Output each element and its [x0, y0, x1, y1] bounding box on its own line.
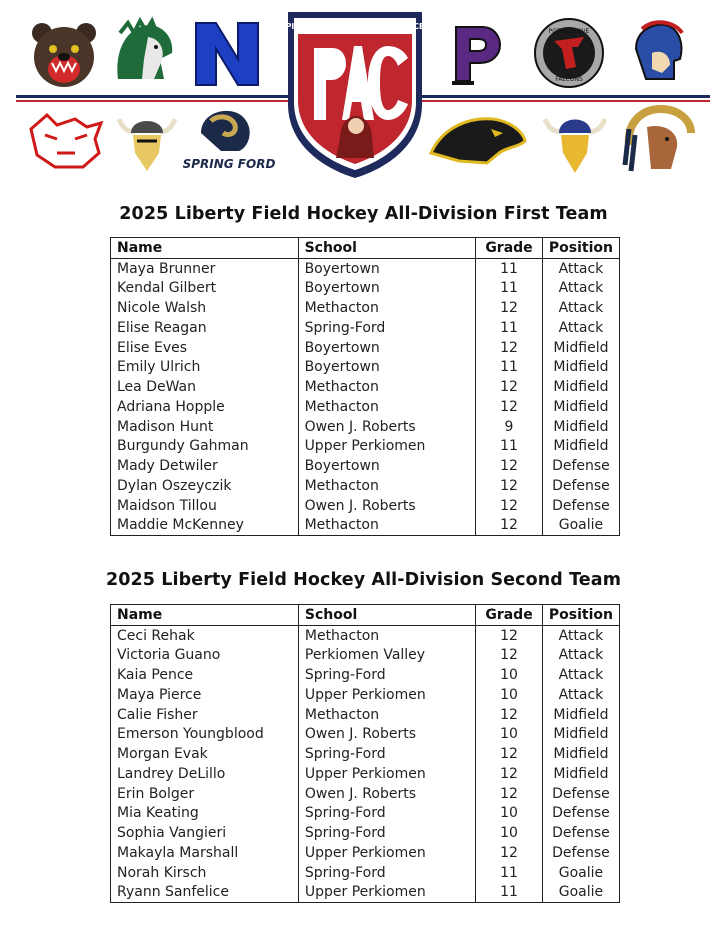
- grade-cell: 10: [476, 804, 543, 824]
- table-row: [111, 764, 620, 784]
- player-name-cell: Emerson Youngblood: [111, 725, 299, 745]
- grade-cell: 12: [476, 646, 543, 666]
- player-name-cell: Kaia Pence: [111, 665, 299, 685]
- position-cell: Midfield: [542, 437, 619, 457]
- conference-banner: [0, 0, 727, 188]
- table-row: [111, 279, 620, 299]
- player-name-cell: Burgundy Gahman: [111, 437, 299, 457]
- table-row: [111, 397, 620, 417]
- player-name-cell: Norah Kirsch: [111, 863, 299, 883]
- school-cell: Methacton: [298, 625, 475, 645]
- player-name-cell: Makayla Marshall: [111, 843, 299, 863]
- position-cell: Defense: [542, 476, 619, 496]
- grade-cell: 12: [476, 476, 543, 496]
- table-row: [111, 338, 620, 358]
- header-name: Name: [111, 238, 299, 259]
- table-row: [111, 685, 620, 705]
- school-cell: Methacton: [298, 516, 476, 536]
- table-row: [111, 456, 620, 476]
- player-name-cell: Lea DeWan: [111, 377, 299, 397]
- player-name-cell: Sophia Vangieri: [111, 823, 299, 843]
- player-name-cell: Mia Keating: [111, 804, 299, 824]
- spring-ford-ram-logo: [182, 102, 276, 178]
- player-name-cell: Kendal Gilbert: [111, 279, 299, 299]
- header-grade: Grade: [476, 238, 543, 259]
- position-cell: Midfield: [542, 377, 619, 397]
- spring-ford-text: SPRING FORD: [182, 157, 276, 171]
- table-row: [111, 516, 620, 536]
- school-cell: Upper Perkiomen: [298, 437, 476, 457]
- school-cell: Owen J. Roberts: [298, 725, 475, 745]
- grade-cell: 12: [476, 705, 543, 725]
- table-row: [111, 258, 620, 278]
- player-name-cell: Erin Bolger: [111, 784, 299, 804]
- second-team-title: 2025 Liberty Field Hockey All-Division Second Team: [105, 570, 622, 590]
- school-cell: Upper Perkiomen: [298, 764, 475, 784]
- position-cell: Goalie: [542, 863, 619, 883]
- header-school: School: [298, 605, 475, 626]
- school-cell: Methacton: [298, 397, 476, 417]
- first-team-table: [110, 237, 620, 536]
- table-header-row: [111, 238, 620, 259]
- position-cell: Attack: [542, 298, 619, 318]
- grade-cell: 12: [476, 744, 543, 764]
- player-name-cell: Dylan Oszeyczik: [111, 476, 299, 496]
- header-school: School: [298, 238, 476, 259]
- school-cell: Methacton: [298, 298, 476, 318]
- grade-cell: 12: [476, 784, 543, 804]
- grade-cell: 10: [476, 665, 543, 685]
- position-cell: Midfield: [542, 725, 619, 745]
- school-cell: Boyertown: [298, 279, 476, 299]
- table-row: [111, 625, 620, 645]
- school-cell: Methacton: [298, 476, 476, 496]
- school-cell: Methacton: [298, 377, 476, 397]
- grade-cell: 11: [476, 279, 543, 299]
- bear-logo: [26, 18, 102, 90]
- player-name-cell: Elise Reagan: [111, 318, 299, 338]
- position-cell: Defense: [542, 496, 619, 516]
- second-team-rows: [111, 625, 620, 903]
- conference-name-text: PIONEER ATHLETIC CONFERENCE: [285, 22, 425, 31]
- school-cell: Spring-Ford: [298, 863, 475, 883]
- position-cell: Midfield: [542, 358, 619, 378]
- viking-logo: [114, 104, 180, 176]
- school-cell: Spring-Ford: [298, 665, 475, 685]
- position-cell: Attack: [542, 665, 619, 685]
- table-row: [111, 417, 620, 437]
- falcons-logo: [530, 16, 608, 90]
- school-cell: Boyertown: [298, 258, 476, 278]
- grade-cell: 9: [476, 417, 543, 437]
- grade-cell: 12: [476, 338, 543, 358]
- first-team-rows: [111, 258, 620, 536]
- player-name-cell: Nicole Walsh: [111, 298, 299, 318]
- grade-cell: 12: [476, 397, 543, 417]
- grade-cell: 12: [476, 764, 543, 784]
- grade-cell: 11: [476, 437, 543, 457]
- position-cell: Defense: [542, 843, 619, 863]
- table-row: [111, 784, 620, 804]
- school-cell: Boyertown: [298, 338, 476, 358]
- pottsgrove-text: POTTSGROVE: [548, 28, 590, 35]
- player-name-cell: Ceci Rehak: [111, 625, 299, 645]
- grade-cell: 12: [476, 377, 543, 397]
- table-row: [111, 377, 620, 397]
- position-cell: Attack: [542, 258, 619, 278]
- position-cell: Goalie: [542, 883, 619, 903]
- school-cell: Owen J. Roberts: [298, 417, 476, 437]
- grade-cell: 10: [476, 823, 543, 843]
- position-cell: Midfield: [542, 764, 619, 784]
- player-name-cell: Maya Brunner: [111, 258, 299, 278]
- school-cell: Spring-Ford: [298, 804, 475, 824]
- table-row: [111, 318, 620, 338]
- position-cell: Midfield: [542, 338, 619, 358]
- position-cell: Attack: [542, 625, 619, 645]
- school-cell: Perkiomen Valley: [298, 646, 475, 666]
- school-cell: Spring-Ford: [298, 318, 476, 338]
- position-cell: Midfield: [542, 744, 619, 764]
- player-name-cell: Maya Pierce: [111, 685, 299, 705]
- player-name-cell: Ryann Sanfelice: [111, 883, 299, 903]
- table-row: [111, 725, 620, 745]
- grade-cell: 12: [476, 625, 543, 645]
- grade-cell: 11: [476, 863, 543, 883]
- table-row: [111, 823, 620, 843]
- position-cell: Defense: [542, 456, 619, 476]
- table-row: [111, 863, 620, 883]
- table-row: [111, 665, 620, 685]
- grade-cell: 11: [476, 358, 543, 378]
- table-row: [111, 298, 620, 318]
- header-position: Position: [542, 605, 619, 626]
- school-cell: Spring-Ford: [298, 744, 475, 764]
- player-name-cell: Elise Eves: [111, 338, 299, 358]
- table-row: [111, 437, 620, 457]
- table-row: [111, 883, 620, 903]
- player-name-cell: Emily Ulrich: [111, 358, 299, 378]
- trojan-helmet-logo: [620, 18, 692, 90]
- school-cell: Boyertown: [298, 456, 476, 476]
- school-cell: Boyertown: [298, 358, 476, 378]
- position-cell: Attack: [542, 685, 619, 705]
- table-row: [111, 358, 620, 378]
- position-cell: Goalie: [542, 516, 619, 536]
- header-grade: Grade: [476, 605, 543, 626]
- table-row: [111, 705, 620, 725]
- table-row: [111, 496, 620, 516]
- table-row: [111, 744, 620, 764]
- grade-cell: 12: [476, 843, 543, 863]
- table-row: [111, 804, 620, 824]
- grade-cell: 12: [476, 456, 543, 476]
- grade-cell: 10: [476, 725, 543, 745]
- position-cell: Defense: [542, 784, 619, 804]
- position-cell: Midfield: [542, 705, 619, 725]
- position-cell: Attack: [542, 318, 619, 338]
- header-name: Name: [111, 605, 299, 626]
- player-name-cell: Calie Fisher: [111, 705, 299, 725]
- grade-cell: 11: [476, 258, 543, 278]
- header-position: Position: [542, 238, 619, 259]
- falcons-text: FALCONS: [555, 76, 583, 83]
- grade-cell: 10: [476, 685, 543, 705]
- position-cell: Midfield: [542, 397, 619, 417]
- grade-cell: 11: [476, 318, 543, 338]
- grade-cell: 12: [476, 516, 543, 536]
- red-wildcat-logo: [26, 108, 106, 172]
- table-row: [111, 646, 620, 666]
- player-name-cell: Maidson Tillou: [111, 496, 299, 516]
- school-cell: Upper Perkiomen: [298, 843, 475, 863]
- school-cell: Upper Perkiomen: [298, 685, 475, 705]
- second-team-table: [110, 604, 620, 903]
- school-cell: Spring-Ford: [298, 823, 475, 843]
- player-name-cell: Adriana Hopple: [111, 397, 299, 417]
- n-letter-logo: [190, 18, 264, 90]
- position-cell: Attack: [542, 279, 619, 299]
- grade-cell: 12: [476, 298, 543, 318]
- school-cell: Upper Perkiomen: [298, 883, 475, 903]
- grade-cell: 12: [476, 496, 543, 516]
- player-name-cell: Maddie McKenney: [111, 516, 299, 536]
- table-row: [111, 476, 620, 496]
- black-panther-logo: [428, 112, 528, 168]
- school-cell: Methacton: [298, 705, 475, 725]
- viking-gold-logo: [540, 102, 610, 176]
- position-cell: Midfield: [542, 417, 619, 437]
- player-name-cell: Landrey DeLillo: [111, 764, 299, 784]
- indian-chief-gold-logo: [622, 104, 696, 176]
- pac-shield-logo: [284, 8, 426, 180]
- first-team-title: 2025 Liberty Field Hockey All-Division First Team: [119, 204, 608, 224]
- indian-chief-green-logo: [106, 18, 184, 90]
- grade-cell: 11: [476, 883, 543, 903]
- school-cell: Owen J. Roberts: [298, 496, 476, 516]
- table-header-row: [111, 605, 620, 626]
- player-name-cell: Mady Detwiler: [111, 456, 299, 476]
- position-cell: Defense: [542, 823, 619, 843]
- school-cell: Owen J. Roberts: [298, 784, 475, 804]
- p-letter-purple-logo: [446, 18, 506, 90]
- player-name-cell: Morgan Evak: [111, 744, 299, 764]
- player-name-cell: Victoria Guano: [111, 646, 299, 666]
- position-cell: Attack: [542, 646, 619, 666]
- position-cell: Defense: [542, 804, 619, 824]
- table-row: [111, 843, 620, 863]
- player-name-cell: Madison Hunt: [111, 417, 299, 437]
